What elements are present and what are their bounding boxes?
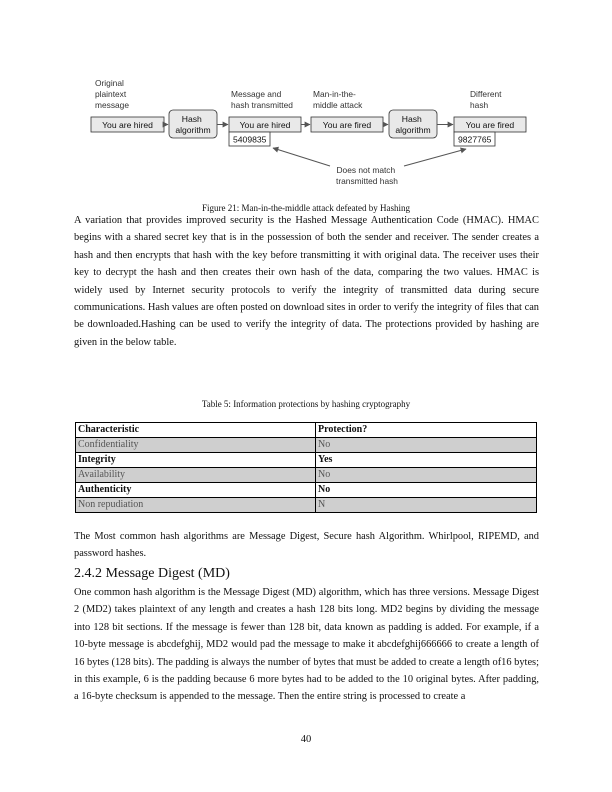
table-header-row bbox=[76, 423, 537, 438]
label-different-hash: Different hash bbox=[470, 89, 502, 110]
figure-caption: Figure 21: Man-in-the-middle attack defeated by Hashing bbox=[202, 203, 410, 213]
header-characteristic: Characteristic bbox=[76, 423, 316, 438]
box-hash-algorithm-1-text: Hash algorithm bbox=[175, 114, 211, 135]
box-different-hash-text: 9827765 bbox=[458, 134, 492, 145]
table-row bbox=[76, 438, 537, 453]
box-hash-algorithm-2-text: Hash algorithm bbox=[395, 114, 431, 135]
cell-characteristic: Non repudiation bbox=[76, 498, 316, 513]
label-message-and-hash: Message and hash transmitted bbox=[231, 89, 293, 110]
cell-characteristic: Integrity bbox=[76, 453, 316, 468]
box-fired-message-2-text: You are fired bbox=[465, 120, 515, 130]
arrow-mismatch-to-different-hash bbox=[404, 149, 466, 166]
box-fired-message-1-text: You are fired bbox=[322, 120, 372, 130]
cell-protection: Yes bbox=[316, 453, 537, 468]
cell-protection: N bbox=[316, 498, 537, 513]
paragraph-message-digest: One common hash algorithm is the Message Digest (MD) algorithm, which has three versions. Message Digest 2 (MD2) takes plaintext of any length and creates a hash 128 bits long. MD2 begins by dividing the message into 128 bit sections. If the message is fewer than 128 bit, data known as padding is added. For example, if a 10-byte message is abcdefghij, MD2 would pad the message to make it abcdefghij666666 to create a length of 16 bytes (128 bits). The padding is always the number of bytes that must be added to create a length of16 bytes; in this example, 6 is the padding because 6 more bytes had to be added to the 10 original bytes. After padding, a 16-byte checksum is appended to the message. Then the entire string is processed to create a bbox=[74, 587, 539, 703]
box-transmitted-hash-text: 5409835 bbox=[233, 134, 267, 145]
section-heading: 2.4.2 Message Digest (MD) bbox=[74, 566, 230, 581]
mitm-hash-diagram bbox=[0, 0, 612, 200]
table-row bbox=[76, 453, 537, 468]
label-original-plaintext: Original plaintext message bbox=[95, 78, 129, 110]
box-transmitted-message-text: You are hired bbox=[239, 120, 291, 130]
protections-table bbox=[75, 422, 537, 513]
cell-characteristic: Authenticity bbox=[76, 483, 316, 498]
cell-characteristic: Confidentiality bbox=[76, 438, 316, 453]
table-row bbox=[76, 483, 537, 498]
paragraph-hmac: A variation that provides improved security is the Hashed Message Authentication Code (HMAC). HMAC begins with a shared secret key that is in the possession of both the sender and receiver. The sender creates a hash and then encrypts that hash with the key before transmitting it with original data. The receiver uses their key to decrypt the hash and then creates their own hash of the data, comparing the two values. HMAC is widely used by Internet security protocols to verify the integrity of transmitted data during secure communications. Hash values are often posted on download sites in order to verify the integrity of files that can be downloaded.Hashing can be used to verify the integrity of data. The protections provided by hashing are given in the below table. bbox=[74, 215, 539, 348]
label-man-in-the-middle: Man-in-the- middle attack bbox=[313, 89, 363, 110]
page-number: 40 bbox=[300, 734, 312, 745]
cell-characteristic: Availability bbox=[76, 468, 316, 483]
paragraph-common-algorithms: The Most common hash algorithms are Message Digest, Secure hash Algorithm. Whirlpool, RIPEMD, and password hashes. bbox=[74, 531, 539, 560]
box-plaintext-text: You are hired bbox=[102, 120, 153, 130]
table-caption: Table 5: Information protections by hashing cryptography bbox=[201, 399, 411, 409]
cell-protection: No bbox=[316, 438, 537, 453]
table-row bbox=[76, 498, 537, 513]
label-does-not-match: Does not match transmitted hash bbox=[336, 165, 398, 186]
header-protection: Protection? bbox=[316, 423, 537, 438]
cell-protection: No bbox=[316, 483, 537, 498]
cell-protection: No bbox=[316, 468, 537, 483]
arrow-mismatch-to-transmitted-hash bbox=[273, 148, 330, 166]
table-row bbox=[76, 468, 537, 483]
